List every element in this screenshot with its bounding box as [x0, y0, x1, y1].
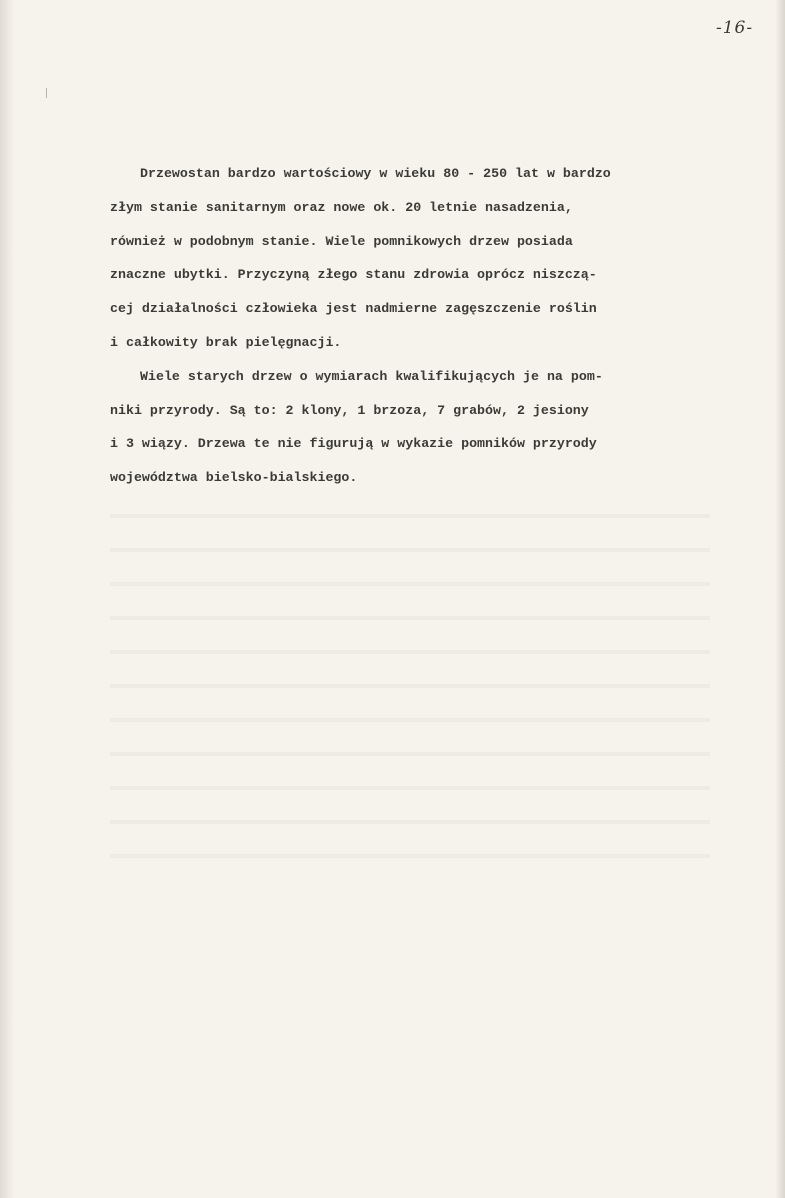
text-line: Wiele starych drzew o wymiarach kwalifikujących je na pom-	[140, 368, 603, 384]
text-line: województwa bielsko-bialskiego.	[110, 470, 358, 486]
text-line: również w podobnym stanie. Wiele pomnikowych drzew posiada	[110, 233, 573, 249]
show-through-text	[110, 488, 710, 868]
text-line: znaczne ubytki. Przyczyną złego stanu zdrowia oprócz niszczą-	[110, 267, 597, 283]
text-line: i całkowity brak pielęgnacji.	[110, 334, 342, 350]
text-line: cej działalności człowieka jest nadmierne zagęszczenie roślin	[110, 301, 597, 317]
text-line: i 3 wiązy. Drzewa te nie figurują w wykazie pomników przyrody	[110, 436, 597, 452]
text-line: Drzewostan bardzo wartościowy w wieku 80 - 250 lat w bardzo	[140, 166, 611, 181]
text-line: złym stanie sanitarnym oraz nowe ok. 20 letnie nasadzenia,	[110, 199, 573, 215]
margin-mark	[46, 88, 47, 98]
body-text	[110, 157, 750, 495]
text-line: niki przyrody. Są to: 2 klony, 1 brzoza, 7 grabów, 2 jesiony	[110, 402, 589, 418]
page-number: -16-	[716, 18, 754, 38]
